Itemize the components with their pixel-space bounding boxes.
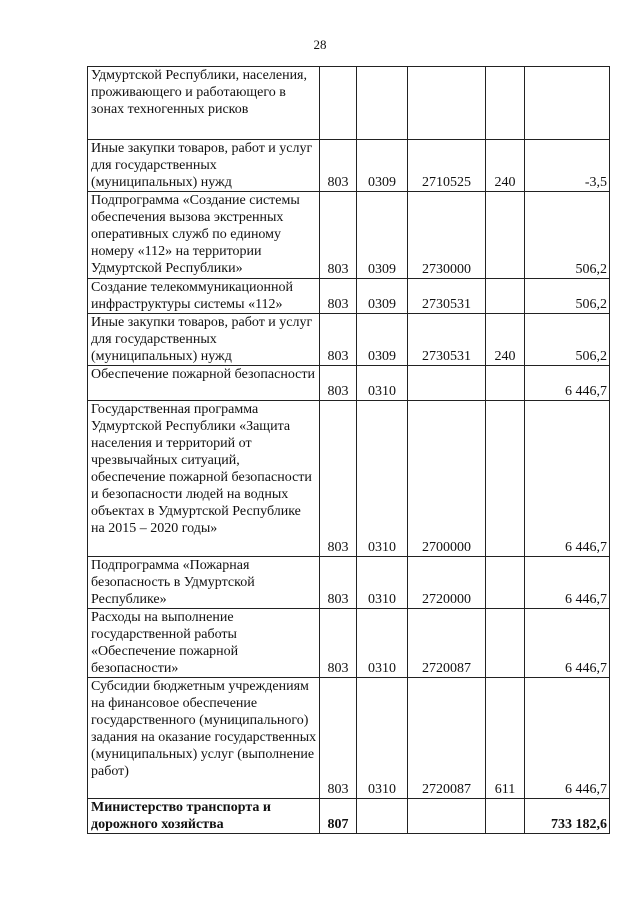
row-section-code: 0309 bbox=[357, 140, 408, 192]
row-amount: 506,2 bbox=[525, 192, 610, 279]
row-ministry-code: 803 bbox=[320, 192, 357, 279]
row-ministry-code: 803 bbox=[320, 314, 357, 366]
row-ministry-code: 807 bbox=[320, 799, 357, 834]
row-section-code: 0310 bbox=[357, 366, 408, 401]
row-target-code: 2710525 bbox=[408, 140, 486, 192]
row-expense-code bbox=[486, 279, 525, 314]
row-target-code: 2700000 bbox=[408, 401, 486, 557]
table-row bbox=[88, 678, 610, 799]
row-section-code: 0310 bbox=[357, 401, 408, 557]
row-target-code bbox=[408, 799, 486, 834]
row-ministry-code: 803 bbox=[320, 279, 357, 314]
table-row bbox=[88, 140, 610, 192]
row-target-code: 2730531 bbox=[408, 279, 486, 314]
row-expense-code bbox=[486, 609, 525, 678]
row-name-cell: Подпрограмма «Пожарная безопасность в Удмуртской Республике» bbox=[88, 557, 320, 609]
table-row bbox=[88, 799, 610, 834]
row-ministry-code: 803 bbox=[320, 140, 357, 192]
row-name-cell: Подпрограмма «Создание системы обеспечения вызова экстренных оперативных служб по единому номеру «112» на территории Удмуртской Республики» bbox=[88, 192, 320, 279]
row-section-code bbox=[357, 67, 408, 140]
row-target-code bbox=[408, 67, 486, 140]
row-name-cell: Министерство транспорта и дорожного хозяйства bbox=[88, 799, 320, 834]
row-target-code: 2730000 bbox=[408, 192, 486, 279]
row-section-code: 0310 bbox=[357, 678, 408, 799]
row-ministry-code: 803 bbox=[320, 401, 357, 557]
budget-table bbox=[87, 66, 610, 834]
row-section-code: 0309 bbox=[357, 314, 408, 366]
row-expense-code bbox=[486, 799, 525, 834]
row-target-code: 2720087 bbox=[408, 678, 486, 799]
row-amount: 506,2 bbox=[525, 314, 610, 366]
row-name-cell: Иные закупки товаров, работ и услуг для государственных (муниципальных) нужд bbox=[88, 140, 320, 192]
row-name-cell: Государственная программа Удмуртской Республики «Защита населения и территорий от чрезвычайных ситуаций, обеспечение пожарной безопасности и безопасности людей на водных объектах в Удмуртской Республике на 2015 – 2020 годы» bbox=[88, 401, 320, 557]
table-row bbox=[88, 314, 610, 366]
table-row bbox=[88, 401, 610, 557]
row-expense-code bbox=[486, 401, 525, 557]
row-amount bbox=[525, 67, 610, 140]
table-row bbox=[88, 279, 610, 314]
row-name-cell: Удмуртской Республики, населения, проживающего и работающего в зонах техногенных рисков bbox=[88, 67, 320, 140]
row-name-cell: Обеспечение пожарной безопасности bbox=[88, 366, 320, 401]
row-name-cell: Создание телекоммуникационной инфраструктуры системы «112» bbox=[88, 279, 320, 314]
row-expense-code: 611 bbox=[486, 678, 525, 799]
table-row bbox=[88, 609, 610, 678]
table-row bbox=[88, 366, 610, 401]
row-target-code: 2720087 bbox=[408, 609, 486, 678]
row-section-code: 0310 bbox=[357, 609, 408, 678]
row-section-code bbox=[357, 799, 408, 834]
row-ministry-code: 803 bbox=[320, 557, 357, 609]
row-target-code: 2730531 bbox=[408, 314, 486, 366]
row-ministry-code: 803 bbox=[320, 366, 357, 401]
row-target-code bbox=[408, 366, 486, 401]
row-expense-code: 240 bbox=[486, 140, 525, 192]
row-name-cell: Расходы на выполнение государственной работы «Обеспечение пожарной безопасности» bbox=[88, 609, 320, 678]
row-amount: 6 446,7 bbox=[525, 609, 610, 678]
row-expense-code bbox=[486, 192, 525, 279]
row-ministry-code: 803 bbox=[320, 678, 357, 799]
row-expense-code bbox=[486, 67, 525, 140]
row-amount: 506,2 bbox=[525, 279, 610, 314]
page-number: 28 bbox=[313, 37, 327, 52]
row-name-cell: Иные закупки товаров, работ и услуг для государственных (муниципальных) нужд bbox=[88, 314, 320, 366]
row-amount: 6 446,7 bbox=[525, 557, 610, 609]
row-ministry-code bbox=[320, 67, 357, 140]
row-amount: 6 446,7 bbox=[525, 366, 610, 401]
row-name-cell: Субсидии бюджетным учреждениям на финансовое обеспечение государственного (муниципального) задания на оказание государственных (муниципальных) услуг (выполнение работ) bbox=[88, 678, 320, 799]
row-section-code: 0309 bbox=[357, 279, 408, 314]
row-ministry-code: 803 bbox=[320, 609, 357, 678]
row-amount: 733 182,6 bbox=[525, 799, 610, 834]
row-expense-code bbox=[486, 366, 525, 401]
row-expense-code: 240 bbox=[486, 314, 525, 366]
row-amount: 6 446,7 bbox=[525, 401, 610, 557]
row-expense-code bbox=[486, 557, 525, 609]
table-row bbox=[88, 67, 610, 140]
row-target-code: 2720000 bbox=[408, 557, 486, 609]
row-amount: 6 446,7 bbox=[525, 678, 610, 799]
table-row bbox=[88, 557, 610, 609]
row-amount: -3,5 bbox=[525, 140, 610, 192]
table-row bbox=[88, 192, 610, 279]
row-section-code: 0309 bbox=[357, 192, 408, 279]
row-section-code: 0310 bbox=[357, 557, 408, 609]
